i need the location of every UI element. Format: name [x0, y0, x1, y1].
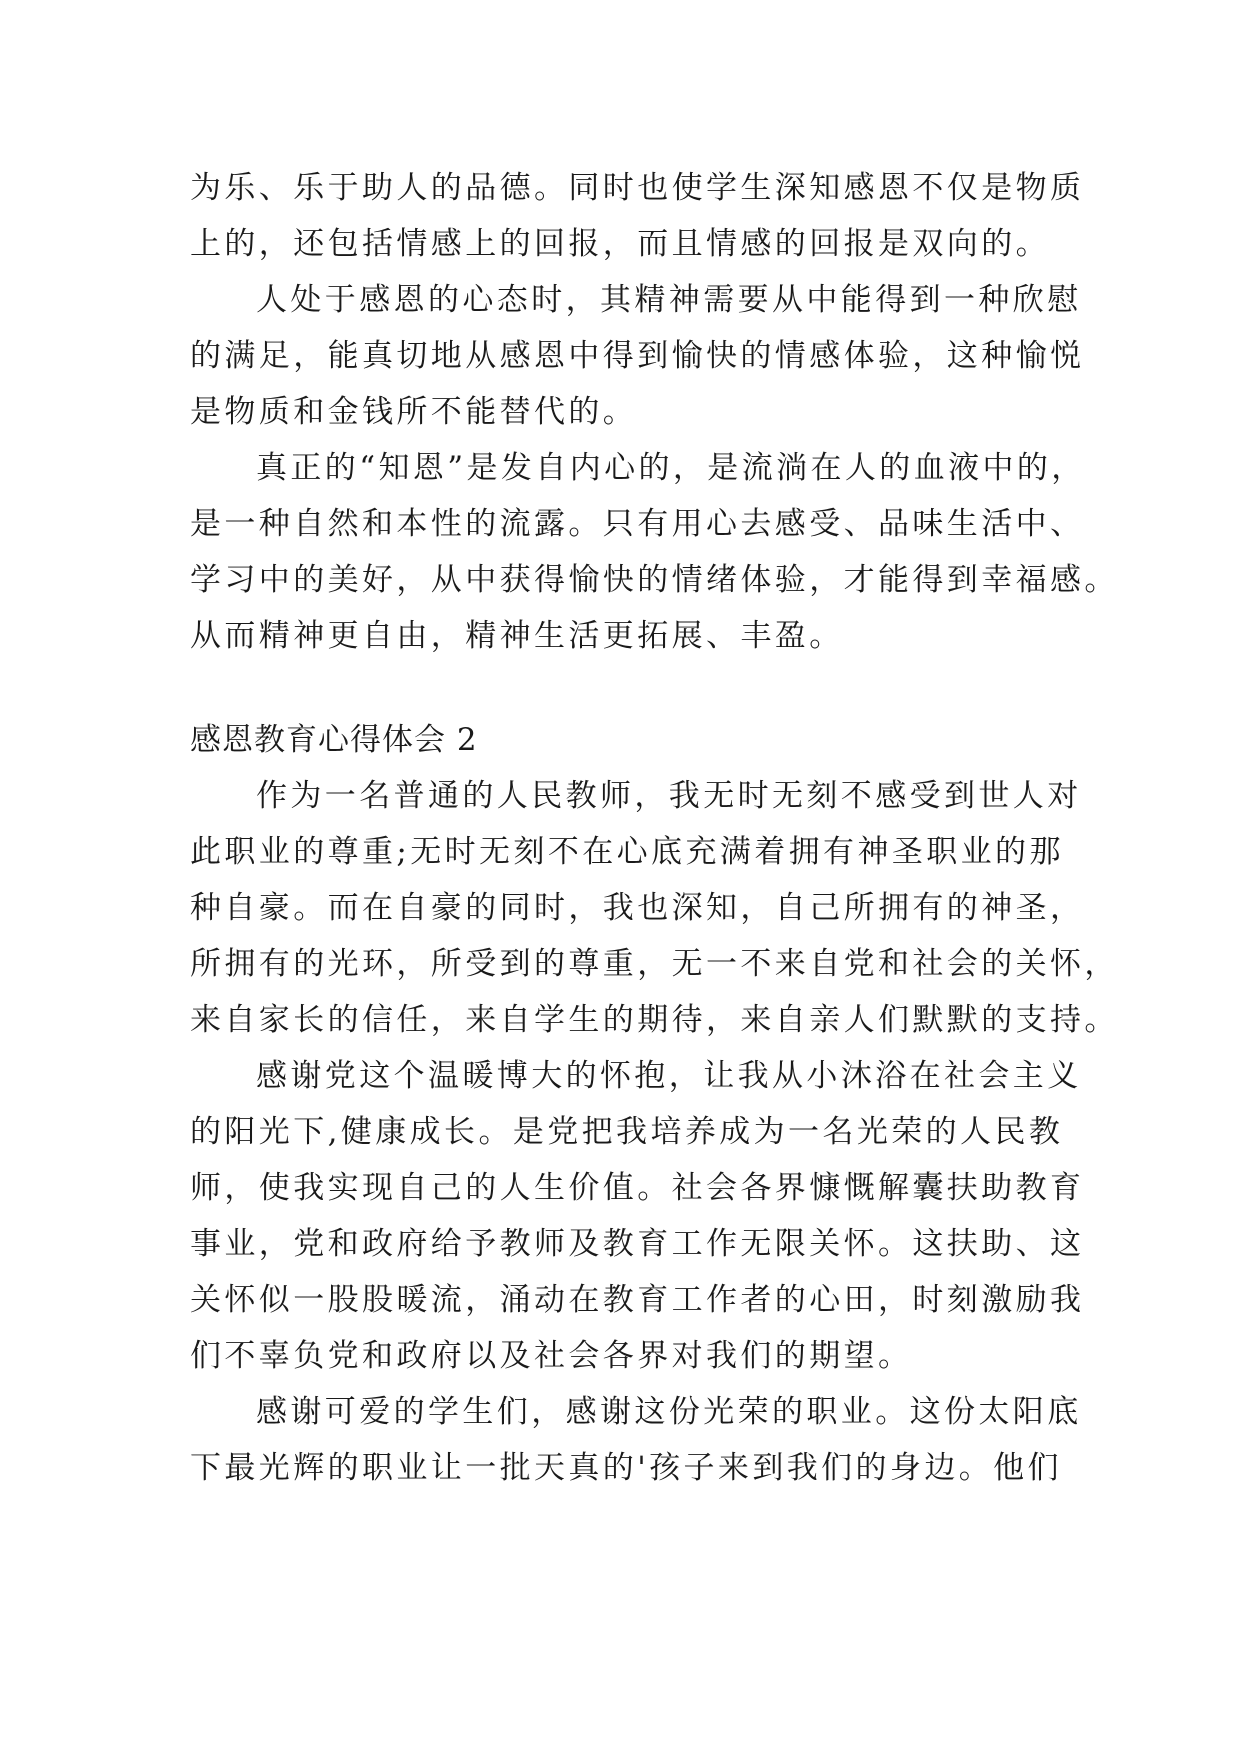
text-line: 所拥有的光环，所受到的尊重，无一不来自党和社会的关怀， — [190, 946, 1119, 982]
text-line: 学习中的美好，从中获得愉快的情绪体验，才能得到幸福感。 — [190, 562, 1119, 598]
text-line: 来自家长的信任，来自学生的期待，来自亲人们默默的支持。 — [190, 1002, 1119, 1038]
text-line: 上的，还包括情感上的回报，而且情感的回报是双向的。 — [190, 226, 1050, 262]
text-line: 事业，党和政府给予教师及教育工作无限关怀。这扶助、这 — [190, 1226, 1085, 1262]
text-line: 的满足，能真切地从感恩中得到愉快的情感体验，这种愉悦 — [190, 338, 1085, 374]
text-line: 从而精神更自由，精神生活更拓展、丰盈。 — [190, 618, 844, 654]
text-line: 们不辜负党和政府以及社会各界对我们的期望。 — [190, 1338, 913, 1374]
text-line: 是物质和金钱所不能替代的。 — [190, 394, 638, 430]
document-body — [190, 160, 1119, 1496]
section-gap — [190, 664, 1070, 712]
paragraph-start-line: 感谢可爱的学生们，感谢这份光荣的职业。这份太阳底 — [256, 1394, 1082, 1430]
text-line: 是一种自然和本性的流露。只有用心去感受、品味生活中、 — [190, 506, 1085, 542]
text-line: 关怀似一股股暖流，涌动在教育工作者的心田，时刻激励我 — [190, 1282, 1085, 1318]
text-line: 的阳光下,健康成长。是党把我培养成为一名光荣的人民教 — [190, 1114, 1064, 1150]
paragraph-start-line: 感谢党这个温暖博大的怀抱，让我从小沐浴在社会主义 — [256, 1058, 1082, 1094]
text-line: 为乐、乐于助人的品德。同时也使学生深知感恩不仅是物质 — [190, 170, 1085, 206]
paragraph-start-line: 人处于感恩的心态时，其精神需要从中能得到一种欣慰 — [256, 282, 1082, 318]
text-line: 种自豪。而在自豪的同时，我也深知，自己所拥有的神圣， — [190, 890, 1085, 926]
paragraph-start-line: 作为一名普通的人民教师，我无时无刻不感受到世人对 — [256, 778, 1082, 814]
section-heading: 感恩教育心得体会 2 — [190, 722, 478, 758]
paragraph-start-line: 真正的“知恩”是发自内心的，是流淌在人的血液中的， — [256, 450, 1086, 486]
text-line: 此职业的尊重;无时无刻不在心底充满着拥有神圣职业的那 — [190, 834, 1064, 870]
text-line: 师，使我实现自己的人生价值。社会各界慷慨解囊扶助教育 — [190, 1170, 1085, 1206]
text-line: 下最光辉的职业让一批天真的'孩子来到我们的身边。他们 — [190, 1450, 1062, 1486]
